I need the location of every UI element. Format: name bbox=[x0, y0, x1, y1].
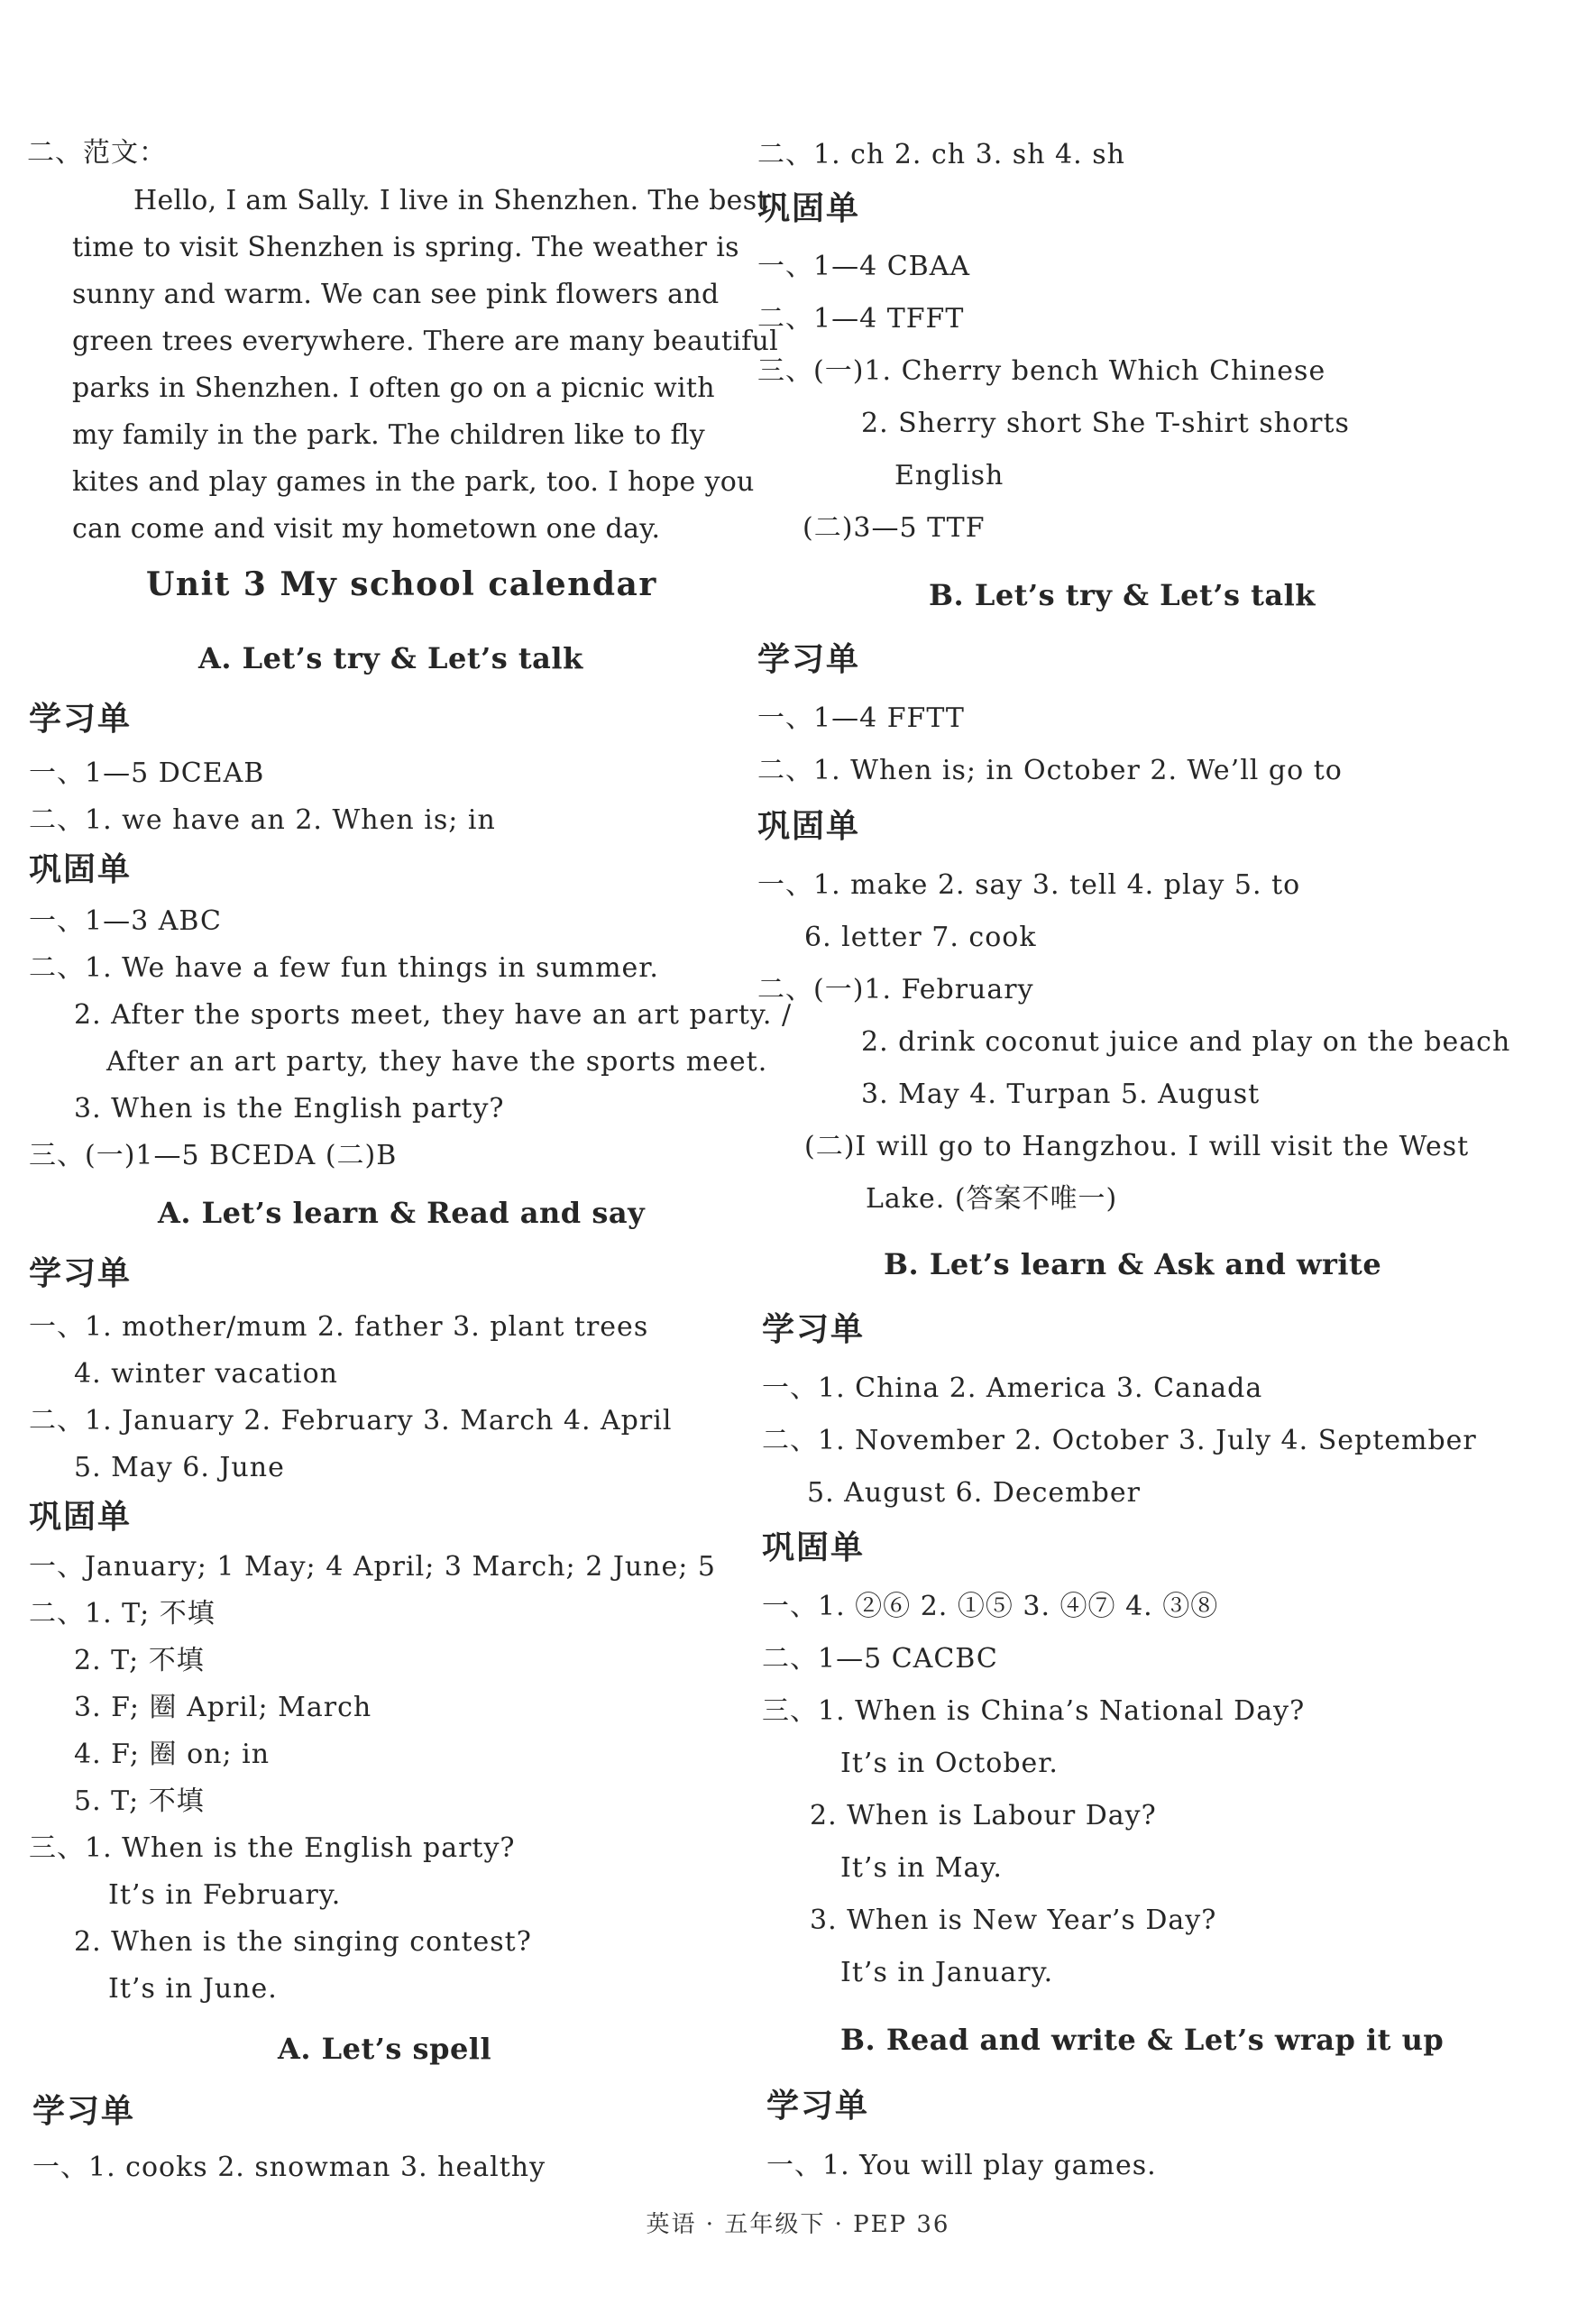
answer-line: 2. When is Labour Day? bbox=[810, 1800, 1157, 1831]
section-title: B. Let’s try & Let’s talk bbox=[929, 578, 1316, 612]
section-title: B. Read and write & Let’s wrap it up bbox=[840, 2023, 1445, 2057]
essay-line: kites and play games in the park, too. I hope you bbox=[72, 466, 755, 498]
section-title: A. Let’s spell bbox=[278, 2032, 492, 2066]
consolidation-sheet-heading: 巩固单 bbox=[29, 1499, 133, 1536]
essay-line: can come and visit my hometown one day. bbox=[72, 513, 661, 545]
answer-line: 2. drink coconut juice and play on the beach bbox=[861, 1026, 1511, 1058]
study-sheet-heading: 学习单 bbox=[762, 1311, 866, 1348]
essay-line: Hello, I am Sally. I live in Shenzhen. The best bbox=[133, 185, 768, 216]
answer-line: 二、1. We have a few fun things in summer. bbox=[29, 952, 659, 984]
answer-line: (二)3—5 TTF bbox=[803, 512, 986, 544]
answer-line: 一、1. You will play games. bbox=[766, 2150, 1157, 2181]
essay-line: time to visit Shenzhen is spring. The weather is bbox=[72, 232, 739, 263]
page-footer: 英语 · 五年级下 · PEP 36 bbox=[646, 2211, 950, 2238]
answer-line: 三、1. When is the English party? bbox=[29, 1832, 516, 1864]
answer-line: 一、1—5 DCEAB bbox=[29, 757, 265, 789]
answer-line: 一、1. China 2. America 3. Canada bbox=[762, 1372, 1263, 1404]
consolidation-sheet-heading: 巩固单 bbox=[757, 190, 861, 227]
section-title: B. Let’s learn & Ask and write bbox=[884, 1247, 1382, 1281]
answer-line: 二、1. ch 2. ch 3. sh 4. sh bbox=[757, 139, 1125, 170]
answer-line: It’s in February. bbox=[108, 1879, 342, 1911]
answer-line: (二)I will go to Hangzhou. I will visit the West bbox=[804, 1131, 1470, 1162]
consolidation-sheet-heading: 巩固单 bbox=[762, 1529, 866, 1566]
answer-line: 2. When is the singing contest? bbox=[74, 1926, 532, 1958]
answer-line: 一、1—4 CBAA bbox=[757, 251, 971, 282]
answer-line: 5. August 6. December bbox=[807, 1477, 1141, 1509]
section-title: A. Let’s learn & Read and say bbox=[158, 1196, 646, 1230]
answer-line: It’s in October. bbox=[840, 1748, 1059, 1779]
essay-line: parks in Shenzhen. I often go on a picnic with bbox=[72, 372, 715, 404]
answer-line: 一、1. make 2. say 3. tell 4. play 5. to bbox=[757, 869, 1301, 901]
study-sheet-heading: 学习单 bbox=[757, 641, 861, 678]
section-title: A. Let’s try & Let’s talk bbox=[198, 641, 583, 675]
study-sheet-heading: 学习单 bbox=[29, 701, 133, 738]
answer-line: 二、1—5 CACBC bbox=[762, 1643, 998, 1675]
answer-line: It’s in May. bbox=[840, 1852, 1003, 1884]
study-sheet-heading: 学习单 bbox=[29, 1255, 133, 1292]
essay-line: sunny and warm. We can see pink flowers and bbox=[72, 279, 720, 310]
answer-line: English bbox=[894, 460, 1004, 491]
answer-line: 二、1. January 2. February 3. March 4. April bbox=[29, 1405, 673, 1436]
answer-line: 2. After the sports meet, they have an art party. / bbox=[74, 999, 793, 1031]
answer-line: 5. T; 不填 bbox=[74, 1785, 205, 1817]
answer-line: 3. May 4. Turpan 5. August bbox=[861, 1078, 1261, 1110]
answer-line: 一、1—3 ABC bbox=[29, 905, 222, 937]
answer-line: 5. May 6. June bbox=[74, 1452, 285, 1483]
essay-line: green trees everywhere. There are many beautiful bbox=[72, 326, 779, 357]
answer-line: 4. F; 圈 on; in bbox=[74, 1739, 271, 1770]
answer-line: 4. winter vacation bbox=[74, 1358, 338, 1390]
answer-line: 三、(一)1. Cherry bench Which Chinese bbox=[757, 355, 1326, 387]
answer-line: 二、1. we have an 2. When is; in bbox=[29, 804, 496, 836]
answer-line: It’s in June. bbox=[108, 1973, 278, 2005]
answer-line: 一、1. mother/mum 2. father 3. plant trees bbox=[29, 1311, 649, 1343]
answer-line: 三、1. When is China’s National Day? bbox=[762, 1695, 1306, 1727]
answer-line: 一、1—4 FFTT bbox=[757, 702, 965, 734]
answer-line: 二、(一)1. February bbox=[757, 974, 1034, 1005]
essay-line: my family in the park. The children like to fly bbox=[72, 419, 705, 451]
answer-line: 二、1. When is; in October 2. We’ll go to bbox=[757, 755, 1343, 786]
answer-line: 二、1. November 2. October 3. July 4. September bbox=[762, 1425, 1477, 1456]
consolidation-sheet-heading: 巩固单 bbox=[757, 808, 861, 845]
study-sheet-heading: 学习单 bbox=[766, 2088, 870, 2125]
answer-line: 2. T; 不填 bbox=[74, 1645, 205, 1676]
answer-line: 一、January; 1 May; 4 April; 3 March; 2 June; 5 bbox=[29, 1551, 716, 1583]
essay-heading: 二、范文： bbox=[27, 137, 167, 169]
consolidation-sheet-heading: 巩固单 bbox=[29, 851, 133, 888]
answer-line: 2. Sherry short She T-shirt shorts bbox=[861, 408, 1350, 439]
answer-line: Lake. (答案不唯一) bbox=[866, 1183, 1118, 1215]
answer-line: 6. letter 7. cook bbox=[804, 922, 1037, 953]
answer-line: It’s in January. bbox=[840, 1957, 1054, 1988]
answer-line: After an art party, they have the sports meet. bbox=[106, 1046, 768, 1078]
answer-line: 三、(一)1—5 BCEDA (二)B bbox=[29, 1140, 398, 1171]
answer-line: 二、1. T; 不填 bbox=[29, 1598, 216, 1629]
answer-line: 3. F; 圈 April; March bbox=[74, 1692, 372, 1723]
unit-title: Unit 3 My school calendar bbox=[146, 565, 657, 603]
study-sheet-heading: 学习单 bbox=[32, 2093, 136, 2130]
answer-line: 二、1—4 TFFT bbox=[757, 303, 965, 335]
answer-line: 3. When is the English party? bbox=[74, 1093, 505, 1124]
answer-line: 3. When is New Year’s Day? bbox=[810, 1905, 1217, 1936]
answer-line: 一、1. cooks 2. snowman 3. healthy bbox=[32, 2152, 546, 2183]
answer-line: 一、1. ②⑥ 2. ①⑤ 3. ④⑦ 4. ③⑧ bbox=[762, 1591, 1219, 1622]
